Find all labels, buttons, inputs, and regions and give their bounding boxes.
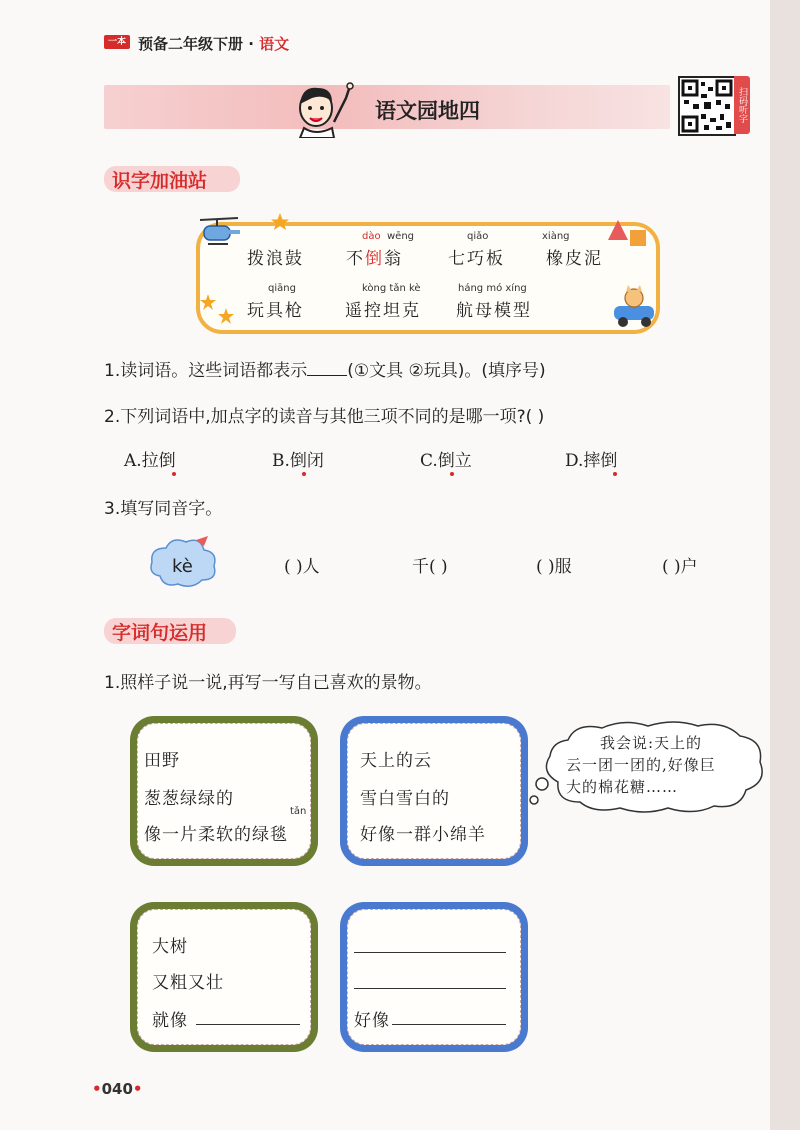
homophone-blank-3[interactable]: ( )服 bbox=[536, 557, 572, 577]
card-line: 雪白雪白的 bbox=[360, 789, 450, 809]
card-line: 田野 bbox=[144, 751, 180, 771]
vocab-word: 不倒翁 bbox=[346, 249, 403, 269]
book-header bbox=[138, 33, 289, 54]
cat-car-toy-icon bbox=[610, 284, 660, 328]
card-line: 大树 bbox=[152, 937, 188, 957]
vocab-word: 航母模型 bbox=[456, 301, 532, 321]
option-a[interactable]: A.拉倒 bbox=[124, 451, 176, 471]
page-number: •040• bbox=[92, 1080, 143, 1098]
emphasis-dot bbox=[302, 472, 306, 476]
book-title: 预备二年级下册 · bbox=[138, 35, 260, 53]
helicopter-toy-icon bbox=[198, 214, 242, 248]
homophone-blank-4[interactable]: ( )户 bbox=[662, 557, 698, 577]
qr-code-icon[interactable] bbox=[678, 76, 736, 136]
section1-title: 识字加油站 bbox=[112, 170, 208, 192]
section2-title: 字词句运用 bbox=[112, 622, 208, 644]
emphasis-dot bbox=[613, 472, 617, 476]
vocab-pinyin: wēng bbox=[387, 231, 415, 242]
vocab-pinyin: kòng tǎn kè bbox=[362, 283, 421, 294]
vocab-pinyin: qiāng bbox=[268, 283, 296, 294]
page-title: 语文园地四 bbox=[375, 99, 480, 123]
card-line: 天上的云 bbox=[360, 751, 432, 771]
card-line: 葱葱绿绿的 bbox=[144, 789, 234, 809]
vocab-pinyin: qiǎo bbox=[467, 231, 489, 242]
answer-blank[interactable] bbox=[307, 374, 347, 376]
card-line: 像一片柔软的绿毯 bbox=[144, 825, 288, 845]
bubble-line: 云一团一团的,好像巨 bbox=[566, 756, 716, 774]
star-icon bbox=[270, 212, 290, 232]
blocks-toy-icon bbox=[604, 216, 650, 250]
bubble-line: 大的棉花糖…… bbox=[566, 778, 679, 796]
question-3: 3.填写同音字。 bbox=[104, 499, 223, 519]
page-edge bbox=[770, 0, 800, 1130]
homophone-blank-1[interactable]: ( )人 bbox=[284, 557, 320, 577]
vocab-word: 七巧板 bbox=[448, 249, 505, 269]
vocab-pinyin: dào bbox=[362, 231, 381, 242]
write-line[interactable] bbox=[354, 952, 506, 953]
vocab-pinyin: háng mó xíng bbox=[458, 283, 527, 294]
question-2: 2.下列词语中,加点字的读音与其他三项不同的是哪一项?( ) bbox=[104, 407, 545, 427]
emphasis-dot bbox=[450, 472, 454, 476]
write-line[interactable] bbox=[392, 1024, 506, 1025]
card-line: 就像 bbox=[152, 1011, 188, 1031]
vocab-word: 遥控坦克 bbox=[345, 301, 421, 321]
vocab-pinyin: xiàng bbox=[542, 231, 570, 242]
subject-label: 语文 bbox=[259, 35, 290, 53]
card-line: 好像一群小绵羊 bbox=[360, 825, 486, 845]
qr-listen-tag[interactable]: 扫码听字 bbox=[734, 76, 750, 134]
bubble-line: 我会说:天上的 bbox=[600, 734, 703, 752]
vocab-word: 拨浪鼓 bbox=[247, 249, 304, 269]
vocab-word: 橡皮泥 bbox=[546, 249, 603, 269]
option-c[interactable]: C.倒立 bbox=[420, 451, 472, 471]
emphasis-dot bbox=[172, 472, 176, 476]
homophone-blank-2[interactable]: 千( ) bbox=[412, 557, 448, 577]
option-b[interactable]: B.倒闭 bbox=[272, 451, 324, 471]
card-line: 又粗又壮 bbox=[152, 973, 224, 993]
option-d[interactable]: D.摔倒 bbox=[565, 451, 618, 471]
pinyin-ke: kè bbox=[172, 556, 193, 577]
question-1: 1.读词语。这些词语都表示 (①文具 ②玩具)。(填序号) bbox=[104, 361, 546, 381]
section2-question-1: 1.照样子说一说,再写一写自己喜欢的景物。 bbox=[104, 673, 432, 693]
write-line[interactable] bbox=[354, 988, 506, 989]
boy-mascot-icon bbox=[288, 78, 360, 138]
stars-decoration-icon bbox=[198, 292, 238, 328]
brand-logo: 一本 bbox=[104, 35, 130, 49]
vocab-word: 玩具枪 bbox=[247, 301, 304, 321]
card-line: 好像 bbox=[354, 1011, 390, 1031]
write-line[interactable] bbox=[196, 1024, 300, 1025]
card-pinyin: tǎn bbox=[290, 806, 307, 817]
